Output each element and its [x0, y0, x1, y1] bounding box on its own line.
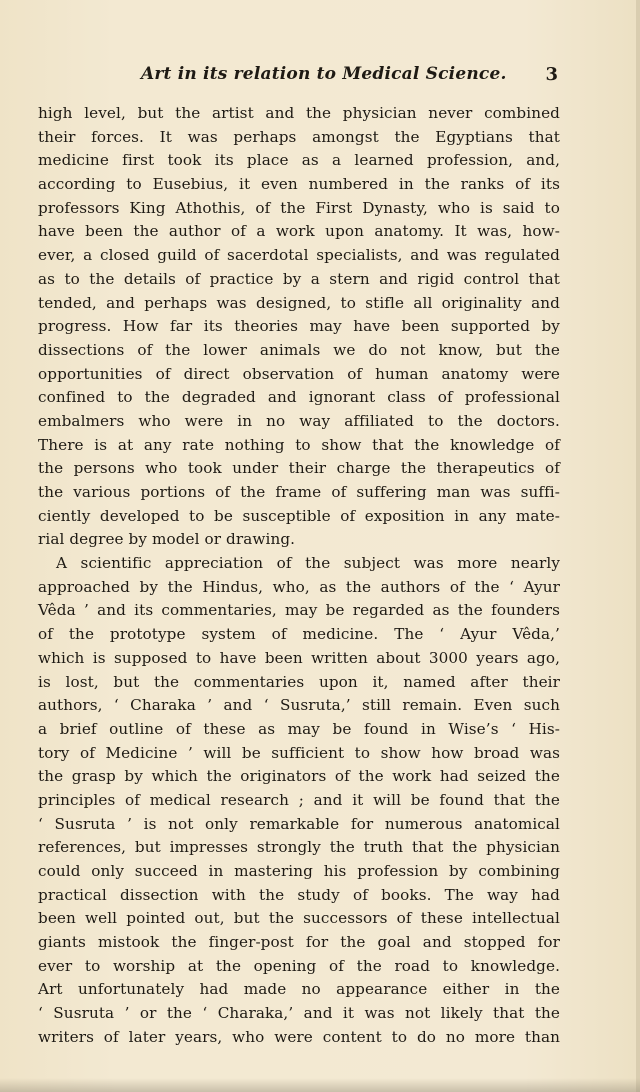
text-line: ciently developed to be susceptible of exposition in any mate-	[38, 506, 560, 525]
text-line-paragraph-start: A scientific appreciation of the subject was more nearly	[56, 554, 560, 573]
text-line: practical dissection with the study of books. The way had	[38, 885, 560, 904]
text-line: ‘ Susruta ’ is not only remarkable for numerous anatomical	[38, 814, 560, 833]
page-number: 3	[545, 64, 558, 85]
text-line: ever, a closed guild of sacerdotal specialists, and was regulated	[38, 246, 560, 265]
text-line: embalmers who were in no way affiliated to the doctors.	[38, 411, 560, 430]
text-line: references, but impresses strongly the truth that the physician	[38, 838, 560, 857]
page-bottom-shadow	[0, 1078, 640, 1092]
text-line: according to Eusebius, it even numbered in the ranks of its	[38, 175, 560, 194]
text-line: confined to the degraded and ignorant class of professional	[38, 388, 560, 407]
text-line: the persons who took under their charge the therapeutics of	[38, 459, 560, 478]
text-line: been well pointed out, but the successors of these intellectual	[38, 909, 560, 928]
text-line: giants mistook the finger-post for the goal and stopped for	[38, 933, 560, 952]
text-line: dissections of the lower animals we do not know, but the	[38, 340, 560, 359]
text-line: a brief outline of these as may be found in Wise’s ‘ His-	[38, 719, 560, 738]
running-title: Art in its relation to Medical Science.	[141, 64, 507, 84]
text-line: the various portions of the frame of suffering man was suffi-	[38, 483, 560, 501]
text-line: progress. How far its theories may have been supported by	[38, 317, 560, 336]
text-line: approached by the Hindus, who, as the authors of the ‘ Ayur	[38, 577, 560, 596]
text-line: their forces. It was perhaps amongst the Egyptians that	[38, 127, 560, 146]
text-line: Vêda ’ and its commentaries, may be regarded as the founders	[38, 601, 560, 620]
text-line: is lost, but the commentaries upon it, named after their	[38, 672, 560, 691]
text-line: of the prototype system of medicine. The ‘ Ayur Vêda,’	[38, 625, 560, 644]
text-line: tory of Medicine ’ will be sufficient to show how broad was	[38, 743, 560, 762]
text-line: as to the details of practice by a stern and rigid control that	[38, 269, 560, 288]
text-line: could only succeed in mastering his profession by combining	[38, 862, 560, 880]
text-line: principles of medical research ; and it will be found that the	[38, 790, 560, 809]
text-line: writers of later years, who were content to do no more than	[38, 1027, 560, 1046]
text-line: professors King Athothis, of the First Dynasty, who is said to	[38, 198, 560, 217]
text-line: which is supposed to have been written about 3000 years ago,	[38, 648, 560, 667]
text-line-paragraph-end: rial degree by model or drawing.	[38, 530, 296, 549]
text-line: authors, ‘ Charaka ’ and ‘ Susruta,’ still remain. Even such	[38, 696, 560, 715]
page-header	[38, 64, 558, 90]
text-line: opportunities of direct observation of human anatomy were	[38, 364, 560, 383]
text-line: ever to worship at the opening of the road to knowledge.	[38, 956, 560, 975]
text-line: tended, and perhaps was designed, to stifle all originality and	[38, 293, 560, 312]
text-line: Art unfortunately had made no appearance either in the	[38, 980, 560, 999]
page-right-edge	[636, 0, 640, 1092]
text-line: medicine first took its place as a learned profession, and,	[38, 151, 560, 170]
text-line: ‘ Susruta ’ or the ‘ Charaka,’ and it was not likely that the	[38, 1004, 560, 1023]
text-line: the grasp by which the originators of the work had seized the	[38, 767, 560, 786]
text-line: have been the author of a work upon anatomy. It was, how-	[38, 222, 560, 241]
body-text	[38, 102, 560, 1050]
text-line: There is at any rate nothing to show that the knowledge of	[38, 435, 560, 454]
text-line: high level, but the artist and the physician never combined	[38, 104, 560, 122]
